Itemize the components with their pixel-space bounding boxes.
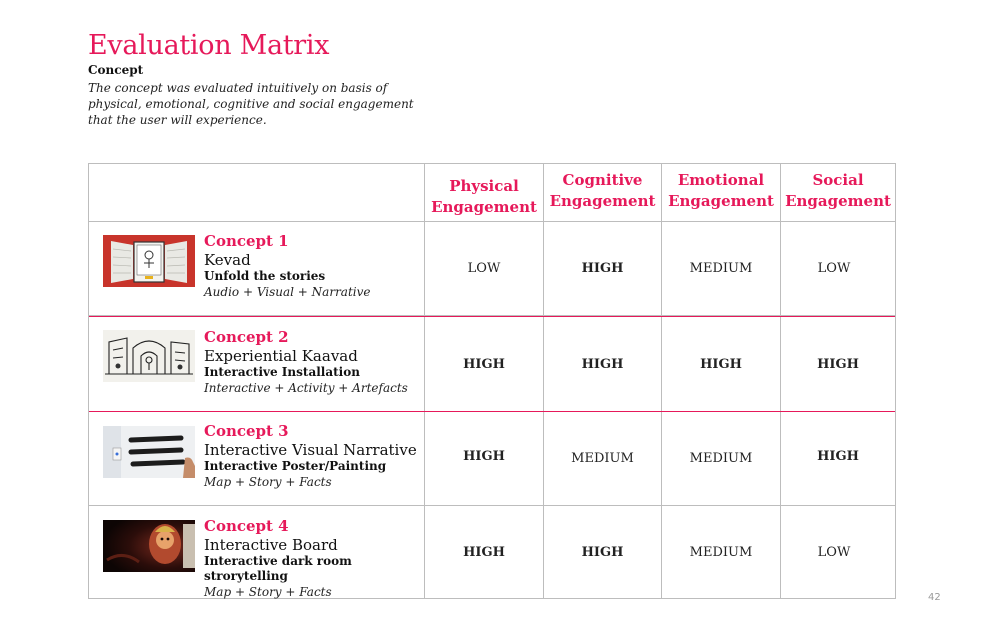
- header-cognitive-engagement: Cognitive Engagement: [549, 170, 656, 210]
- value-emotional: MEDIUM: [689, 260, 753, 276]
- concept-number: Concept 3: [204, 422, 289, 440]
- concept-tags: Interactive + Activity + Artefacts: [204, 381, 408, 395]
- concept-number: Concept 2: [204, 328, 289, 346]
- table-row-concept-1: [89, 221, 895, 316]
- concept-tags: Map + Story + Facts: [204, 585, 332, 599]
- concept-3-info: [204, 421, 426, 491]
- value-physical: HIGH: [463, 448, 505, 464]
- value-physical: HIGH: [463, 544, 505, 560]
- concept-subtitle: Interactive dark room strorytelling: [204, 554, 352, 583]
- concept-subtitle: Unfold the stories: [204, 269, 326, 283]
- value-emotional: MEDIUM: [689, 544, 753, 560]
- value-physical: HIGH: [463, 356, 505, 372]
- page-number: 42: [928, 592, 941, 603]
- value-emotional: MEDIUM: [689, 450, 753, 466]
- concept-2-info: [204, 327, 426, 397]
- value-cognitive: MEDIUM: [571, 450, 634, 466]
- value-cognitive: HIGH: [581, 260, 624, 276]
- concept-2-thumbnail: [103, 330, 195, 382]
- section-description: The concept was evaluated intuitively on basis of physical, emotional, cognitive and social engagement that the user will experience.: [88, 81, 414, 127]
- concept-name: Interactive Visual Narrative: [204, 441, 417, 459]
- concept-subtitle: Interactive Poster/Painting: [204, 459, 387, 473]
- concept-tags: Map + Story + Facts: [204, 475, 332, 489]
- concept-number: Concept 1: [204, 232, 289, 250]
- concept-tags: Audio + Visual + Narrative: [204, 285, 371, 299]
- concept-3-thumbnail: [103, 426, 195, 478]
- value-social: LOW: [817, 544, 851, 560]
- concept-name: Experiential Kaavad: [204, 347, 358, 365]
- page-title: Evaluation Matrix: [88, 30, 330, 61]
- concept-4-info: [204, 516, 426, 601]
- evaluation-matrix-table: [88, 163, 896, 599]
- concept-name: Kevad: [204, 251, 251, 269]
- value-cognitive: HIGH: [581, 356, 624, 372]
- table-header-row: [89, 164, 895, 222]
- header-emotional-engagement: Emotional Engagement: [668, 170, 774, 210]
- header-social-engagement: Social Engagement: [785, 170, 891, 210]
- concept-subtitle: Interactive Installation: [204, 365, 360, 379]
- table-row-concept-2: [89, 316, 895, 412]
- concept-number: Concept 4: [204, 517, 289, 535]
- concept-name: Interactive Board: [204, 536, 338, 554]
- concept-4-thumbnail: [103, 520, 195, 572]
- value-cognitive: HIGH: [581, 544, 624, 560]
- concept-1-thumbnail: [103, 235, 195, 287]
- concept-1-info: [204, 231, 426, 301]
- header-physical-engagement: Physical Engagement: [431, 176, 537, 216]
- value-physical: LOW: [467, 260, 501, 276]
- value-social: LOW: [817, 260, 851, 276]
- table-row-concept-3: [89, 411, 895, 506]
- value-social: HIGH: [817, 356, 859, 372]
- value-emotional: HIGH: [700, 356, 742, 372]
- value-social: HIGH: [817, 448, 859, 464]
- table-row-concept-4: [89, 506, 895, 598]
- section-subtitle: Concept: [88, 63, 144, 77]
